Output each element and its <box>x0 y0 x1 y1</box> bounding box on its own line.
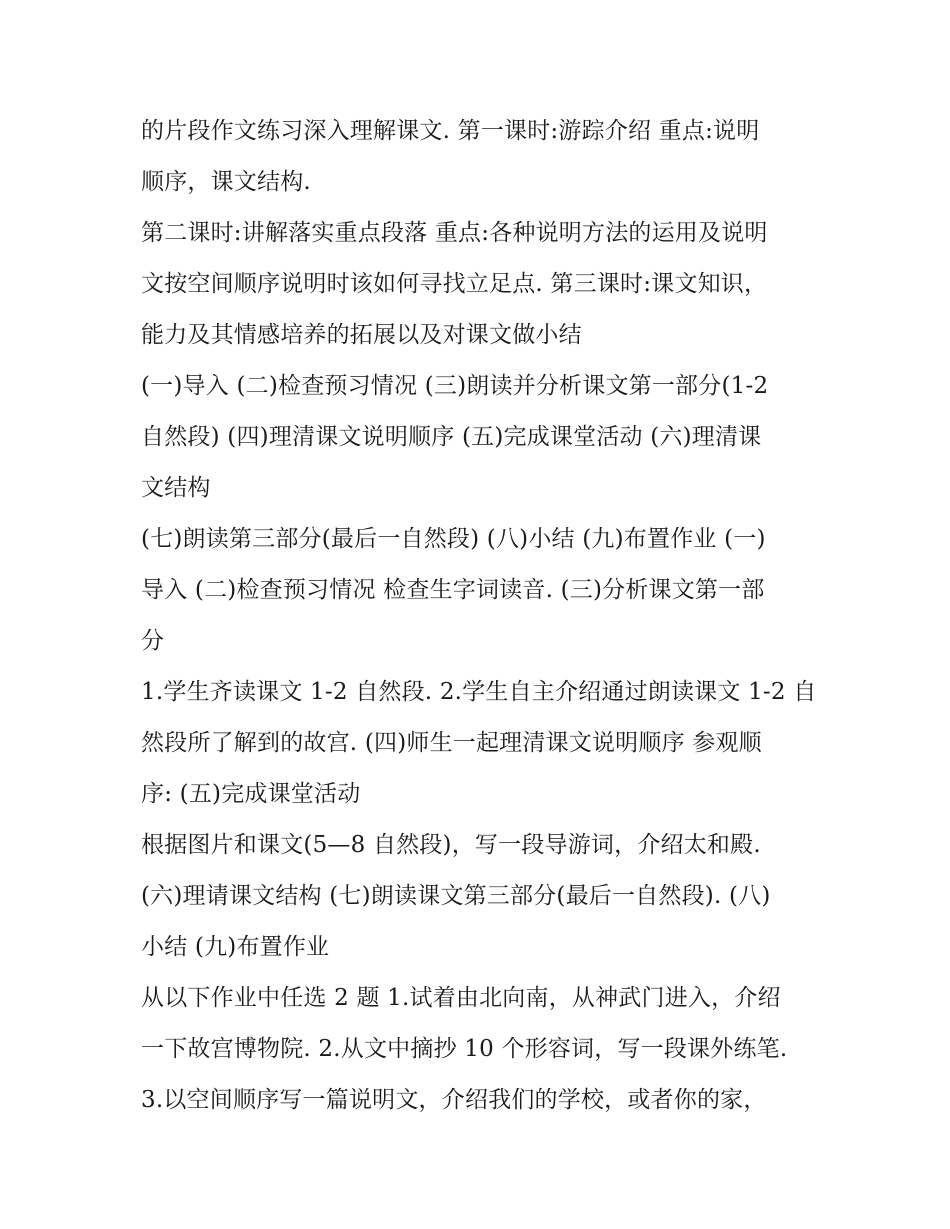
text-line: 自然段) (四)理清课文说明顺序 (五)完成课堂活动 (六)理清课 <box>141 424 762 450</box>
text-line: (七)朗读第三部分(最后一自然段) (八)小结 (九)布置作业 (一) <box>141 526 766 552</box>
text-line: 从以下作业中任选 2 题 1.试着由北向南，从神武门进入，介绍 <box>141 985 781 1011</box>
text-line: 的片段作文练习深入理解课文. 第一课时:游踪介绍 重点:说明 <box>141 118 760 144</box>
text-line: 然段所了解到的故宫. (四)师生一起理清课文说明顺序 参观顺 <box>141 730 762 756</box>
text-line: 第二课时:讲解落实重点段落 重点:各种说明方法的运用及说明 <box>141 220 768 246</box>
text-line: 文结构 <box>141 475 211 501</box>
document-body <box>141 106 817 1126</box>
text-line: 小结 (九)布置作业 <box>141 934 330 960</box>
text-line: 导入 (二)检查预习情况 检查生字词读音. (三)分析课文第一部 <box>141 577 765 603</box>
text-line: (一)导入 (二)检查预习情况 (三)朗读并分析课文第一部分(1-2 <box>141 373 769 399</box>
text-line: 根据图片和课文(5—8 自然段)，写一段导游词，介绍太和殿. <box>141 832 761 858</box>
text-line: 文按空间顺序说明时该如何寻找立足点. 第三课时:课文知识， <box>141 271 768 297</box>
text-line: 3.以空间顺序写一篇说明文，介绍我们的学校，或者你的家， <box>141 1087 767 1113</box>
text-line: 能力及其情感培养的拓展以及对课文做小结 <box>141 322 582 348</box>
text-line: (六)理请课文结构 (七)朗读课文第三部分(最后一自然段). (八) <box>141 883 771 909</box>
text-line: 顺序，课文结构. <box>141 169 311 195</box>
text-line: 1.学生齐读课文 1-2 自然段. 2.学生自主介绍通过朗读课文 1-2 自 <box>141 679 817 705</box>
text-line: 一下故宫博物院. 2.从文中摘抄 10 个形容词，写一段课外练笔. <box>141 1036 788 1062</box>
text-line: 序: (五)完成课堂活动 <box>141 781 361 807</box>
text-line: 分 <box>141 628 165 654</box>
